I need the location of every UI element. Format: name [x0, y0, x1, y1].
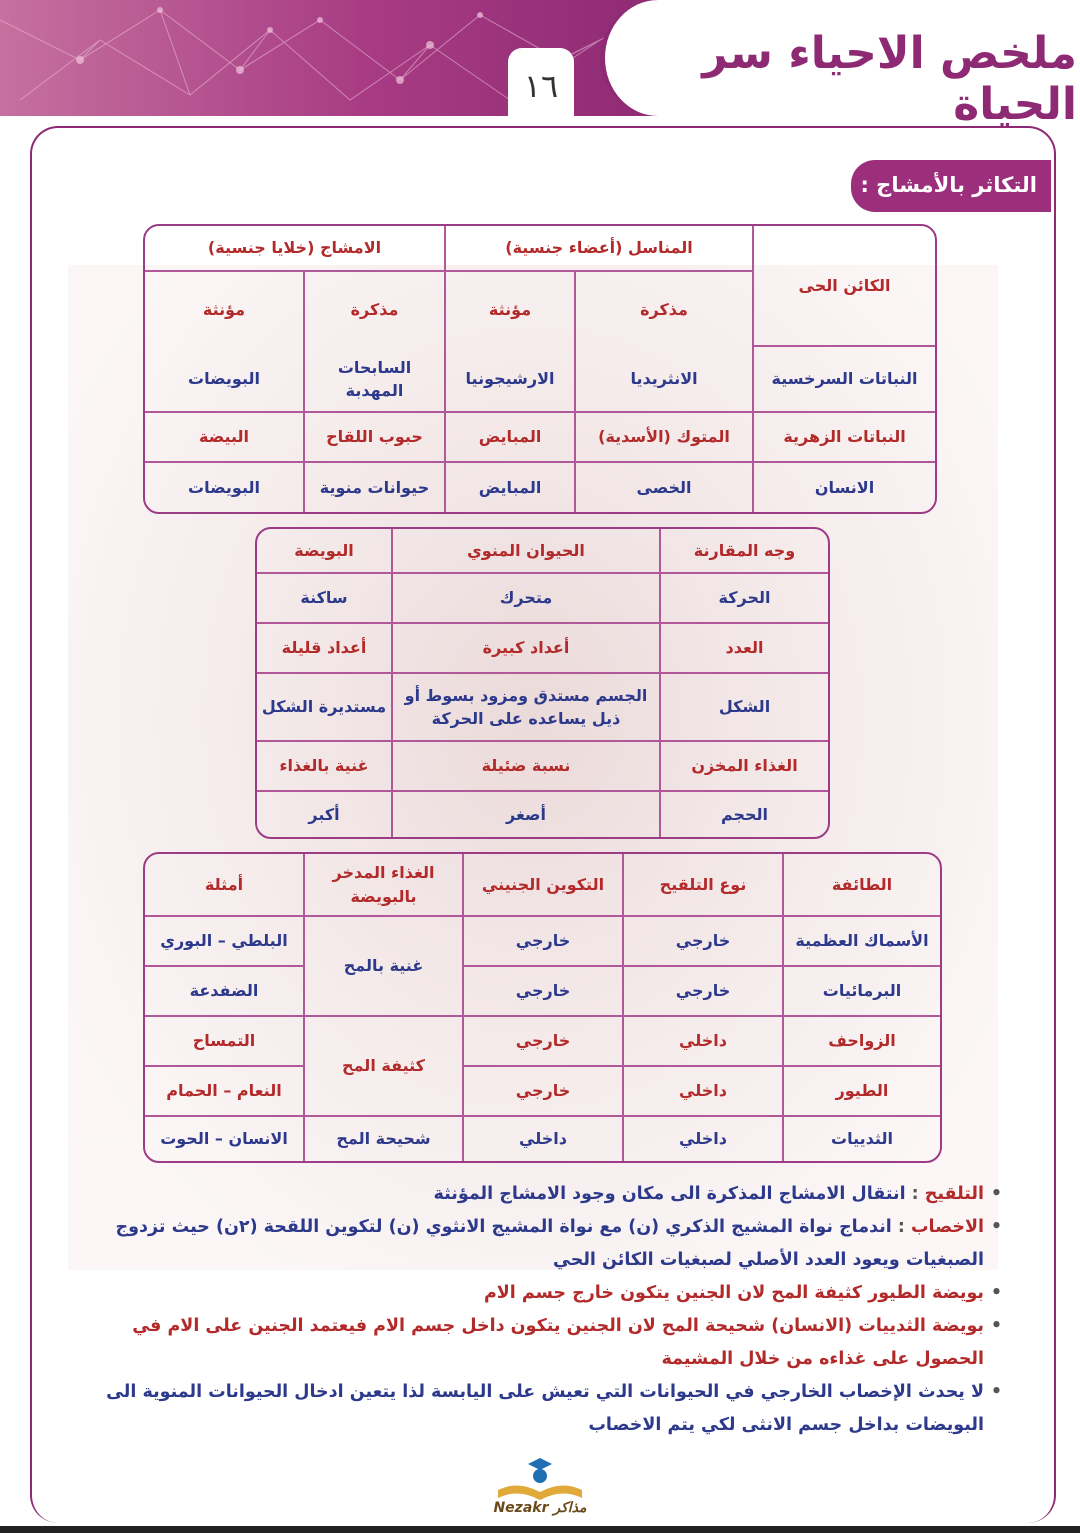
table-cell: غنية بالغذاء	[257, 742, 391, 792]
table-row	[145, 1067, 940, 1117]
note-item	[92, 1277, 1002, 1310]
table-cell: أعداد قليلة	[257, 624, 391, 674]
table-cell: داخلي	[622, 1067, 782, 1117]
table-cell: أكبر	[308, 804, 340, 824]
table-cell: نسبة ضئيلة	[391, 742, 659, 792]
column-header: نوع التلقيح	[622, 854, 782, 917]
table-cell: حيوانات منوية	[303, 463, 444, 512]
note-separator: :	[891, 1217, 911, 1237]
column-header: التكوين الجنيني	[462, 854, 622, 917]
table-cell: مستديرة الشكل	[257, 674, 391, 742]
table-cell: الانثريديا	[574, 347, 752, 413]
table-row	[145, 1017, 940, 1067]
table-cell: متحرك	[391, 574, 659, 624]
table-row	[257, 574, 828, 624]
note-item	[92, 1178, 1002, 1211]
note-text: بويضة الثدييات (الانسان) شحيحة المح لان الجنين يتكون داخل جسم الام فيعتمد الجنين على الام في الحصول على غذاءه من خلال المشيمة	[132, 1316, 984, 1369]
subheader-cell: مذكرة	[303, 272, 444, 347]
table-cell: البيضة	[145, 413, 303, 463]
header-gametes: الامشاج (خلايا جنسية)	[145, 226, 444, 272]
table-row	[257, 792, 828, 837]
note-item	[92, 1376, 1002, 1442]
table-row	[257, 624, 828, 674]
table-cell: الطيور	[782, 1067, 940, 1117]
table-cell: غنية بالمح	[303, 917, 462, 1017]
note-text: انتقال الامشاج المذكرة الى مكان وجود الامشاج المؤنثة	[433, 1184, 906, 1204]
table-cell: كثيفة المح	[303, 1017, 462, 1117]
table-cell: الثدييات	[782, 1117, 940, 1161]
table-cell: الحجم	[659, 792, 828, 837]
note-text: لا يحدث الإخصاب الخارجي في الحيوانات التي تعيش على اليابسة لذا يتعين ادخال الحيوانات المنوية الى البويضات بداخل جسم الانثى لكي يتم الاخصاب	[106, 1382, 984, 1435]
table-cell: الضفدعة	[145, 967, 303, 1017]
table-cell: الحركة	[659, 574, 828, 624]
table-cell: النباتات الزهرية	[752, 413, 935, 463]
logo-text: Nezakr مذاكر	[493, 1500, 587, 1516]
section-title: التكاثر بالأمشاج :	[851, 160, 1051, 212]
table-cell: خارجي	[462, 1067, 622, 1117]
column-header: الحيوان المنوي	[391, 529, 659, 574]
table-cell: داخلي	[462, 1117, 622, 1161]
table-cell: داخلي	[622, 1017, 782, 1067]
table-row	[145, 347, 935, 413]
table-cell: المتوك (الأسدية)	[574, 413, 752, 463]
column-header: وجه المقارنة	[659, 529, 828, 574]
table-cell: شحيحة المح	[303, 1117, 462, 1161]
table-row	[257, 674, 828, 742]
table-cell: الارشيجونيا	[444, 347, 574, 413]
column-header: الطائفة	[782, 854, 940, 917]
table-cell: أصغر	[391, 792, 659, 837]
table-cell: السابحات المهدبة	[303, 347, 444, 413]
table-cell: الزواحف	[782, 1017, 940, 1067]
table-cell: الشكل	[659, 674, 828, 742]
table-cell: الأسماك العظمية	[782, 917, 940, 967]
table-cell: ساكنة	[257, 574, 391, 624]
note-separator: :	[905, 1184, 925, 1204]
column-header: البويضة	[257, 529, 391, 574]
table-row	[145, 917, 940, 967]
table-cell: خارجي	[462, 967, 622, 1017]
table-cell: البويضات	[188, 477, 260, 497]
bottom-border	[0, 1526, 1080, 1533]
table-cell: داخلي	[622, 1117, 782, 1161]
table-cell: الجسم مستدق ومزود بسوط أو ذيل يساعده على الحركة	[391, 674, 659, 742]
table-row	[145, 413, 935, 463]
table-cell: الغذاء المخزن	[659, 742, 828, 792]
table-cell: الانسان – الحوت	[160, 1129, 288, 1149]
title-area	[600, 0, 1080, 130]
header-organism: الكائن الحى	[752, 226, 935, 347]
table-cell: البرمائيات	[782, 967, 940, 1017]
subheader-cell: مذكرة	[574, 272, 752, 347]
subheader-cell: مؤنثة	[202, 299, 246, 319]
table-cell: البويضات	[145, 347, 303, 413]
table-cell: المبايض	[444, 463, 574, 512]
note-text: اندماج نواة المشيج الذكري (ن) مع نواة المشيج الانثوي (ن) لتكوين اللقحة (٢ن) حيث تزدوج الصبغيات ويعود العدد الأصلي لصبغيات الكائن الحي	[115, 1217, 984, 1270]
table-row	[257, 742, 828, 792]
table-row	[145, 1117, 940, 1161]
table-cell: التمساح	[145, 1017, 303, 1067]
note-text: بويضة الطيور كثيفة المح لان الجنين يتكون خارج جسم الام	[483, 1283, 984, 1303]
table-header-row	[145, 854, 940, 917]
vertebrate-reproduction-table	[143, 852, 942, 1163]
notes-list	[92, 1178, 1002, 1442]
table-cell: أعداد كبيرة	[391, 624, 659, 674]
table-cell: خارجي	[462, 1017, 622, 1067]
table-cell: الخصى	[574, 463, 752, 512]
column-header: الغذاء المدخر بالبويضة	[303, 854, 462, 917]
note-term: التلقيح	[924, 1184, 984, 1204]
table-row	[145, 463, 935, 512]
table-cell: المبايض	[444, 413, 574, 463]
subheader-cell: مؤنثة	[444, 272, 574, 347]
column-header: أمثلة	[145, 854, 303, 917]
table-header-row	[257, 529, 828, 574]
table-cell: خارجي	[462, 917, 622, 967]
note-item	[92, 1211, 1002, 1277]
page-number: ١٦	[508, 48, 574, 116]
note-item	[92, 1310, 1002, 1376]
table-cell: خارجي	[622, 967, 782, 1017]
table-cell: النعام – الحمام	[145, 1067, 303, 1117]
table-cell: البلطي – البوري	[145, 917, 303, 967]
table-row	[145, 967, 940, 1017]
header-gonads: المناسل (أعضاء جنسية)	[444, 226, 752, 272]
table-cell: العدد	[659, 624, 828, 674]
page-title: ملخص الاحياء سر الحياة	[702, 28, 1077, 130]
note-term: الاخصاب	[910, 1217, 984, 1237]
gonads-gametes-table	[143, 224, 937, 514]
sperm-egg-comparison-table	[255, 527, 830, 839]
table-cell: خارجي	[622, 917, 782, 967]
table-cell: الانسان	[752, 463, 935, 512]
table-cell: حبوب اللقاح	[303, 413, 444, 463]
table-cell: النباتات السرخسية	[752, 347, 935, 413]
